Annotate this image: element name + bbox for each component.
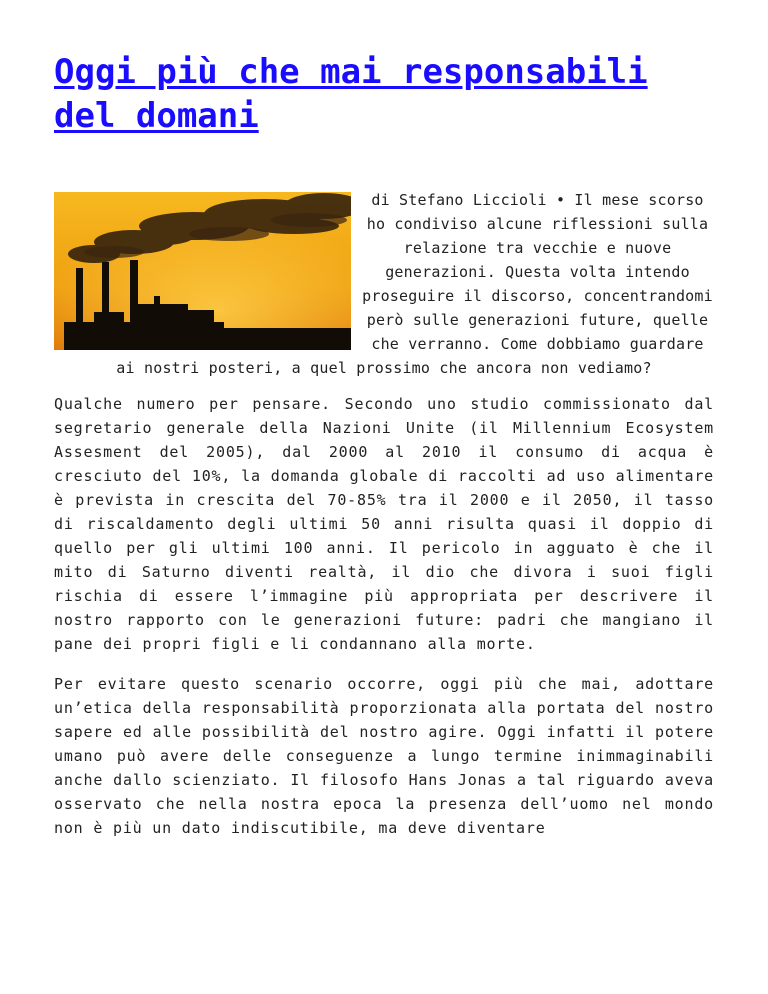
article [54, 50, 714, 840]
article-paragraph-1: Qualche numero per pensare. Secondo uno studio commissionato dal segretario generale della Nazioni Unite (il Millennium Ecosystem Assesment del 2005), dal 2000 al 2010 il consumo di acqua è cresciuto del 10%, la domanda globale di raccolti ad uso alimentare è prevista in crescita del 70-85% tra il 2000 e il 2050, il tasso di riscaldamento degli ultimi 50 anni risulta quasi il doppio di quello per gli ultimi 100 anni. Il pericolo in agguato è che il mito di Saturno diventi realtà, il dio che divora i suoi figli rischia di essere l’immagine più appropriata per descrivere il nostro rapporto con le generazioni future: padri che mangiano il pane dei propri figli e li condannano alla morte. [54, 395, 714, 653]
factory-illustration [54, 192, 351, 350]
intro-text: di Stefano Liccioli • Il mese scorso ho condiviso alcune riflessioni sulla relazione tra vecchie e nuove generazioni. Questa volta intendo proseguire il discorso, concentrandomi però sulle generazioni future, quelle che verranno. Come dobbiamo guardare ai nostri posteri, a quel prossimo che ancora non vediamo? [116, 191, 713, 377]
article-intro [54, 188, 714, 380]
article-paragraph-2: Per evitare questo scenario occorre, oggi più che mai, adottare un’etica della responsabilità proporzionata alla portata del nostro sapere ed alle possibilità del nostro agire. Oggi infatti il potere umano può avere delle conseguenze a lungo termine inimmaginabili anche dallo scienziato. Il filosofo Hans Jonas a tal riguardo aveva osservato che nella nostra epoca la presenza dell’uomo nel mondo non è più un dato indiscutibile, ma deve diventare [54, 675, 714, 837]
article-title [54, 50, 714, 138]
factory-smokestacks-image [54, 192, 351, 350]
article-title-link[interactable]: Oggi più che mai responsabili del domani [54, 52, 648, 136]
